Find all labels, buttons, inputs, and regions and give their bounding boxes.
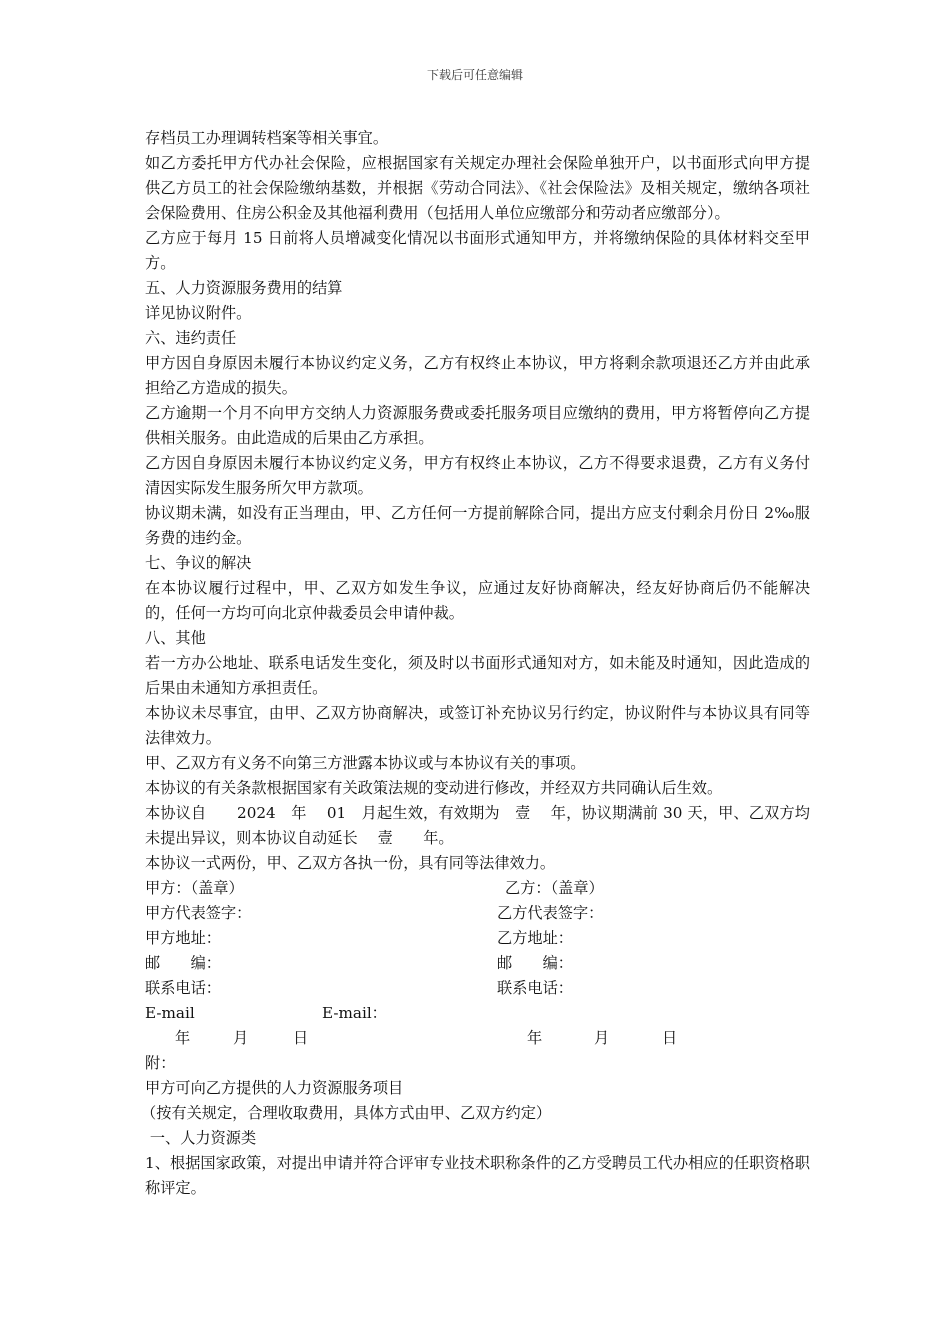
party-b-year: 年 — [527, 1029, 543, 1047]
appendix-section-heading: 一、人力资源类 — [145, 1129, 257, 1147]
signature-row-phone — [145, 976, 810, 1001]
party-b-phone: 联系电话： — [497, 979, 573, 997]
signature-row-postcode — [145, 951, 810, 976]
signature-row-date — [145, 1026, 810, 1051]
paragraph: 协议期未满，如没有正当理由，甲、乙方任何一方提前解除合同，提出方应支付剩余月份日 2‰服务费的违约金。 — [145, 504, 810, 547]
party-a-month: 月 — [233, 1029, 249, 1047]
paragraph: 乙方应于每月 15 日前将人员增减变化情况以书面形式通知甲方，并将缴纳保险的具体材料交至甲方。 — [145, 229, 810, 272]
paragraph: 本协议的有关条款根据国家有关政策法规的变动进行修改，并经双方共同确认后生效。 — [145, 779, 723, 797]
paragraph: 甲方因自身原因未履行本协议约定义务，乙方有权终止本协议，甲方将剩余款项退还乙方并由此承担给乙方造成的损失。 — [145, 354, 810, 397]
party-a-postcode: 邮 编： — [145, 954, 221, 972]
party-a-phone: 联系电话： — [145, 979, 221, 997]
paragraph: 若一方办公地址、联系电话发生变化，须及时以书面形式通知对方，如未能及时通知，因此造成的后果由未通知方承担责任。 — [145, 654, 810, 697]
paragraph: 详见协议附件。 — [145, 304, 252, 322]
appendix-note: （按有关规定，合理收取费用，具体方式由甲、乙双方约定） — [141, 1104, 552, 1122]
party-a-day: 日 — [293, 1029, 309, 1047]
paragraph: 甲、乙双方有义务不向第三方泄露本协议或与本协议有关的事项。 — [145, 754, 586, 772]
party-a-email: E-mail — [145, 1004, 195, 1022]
section-heading: 五、人力资源服务费用的结算 — [145, 279, 343, 297]
party-a-address: 甲方地址： — [145, 929, 221, 947]
paragraph: 存档员工办理调转档案等相关事宜。 — [145, 129, 388, 147]
party-b-day: 日 — [662, 1029, 678, 1047]
party-a-rep: 甲方代表签字： — [145, 904, 252, 922]
party-a-seal: 甲方：（盖章） — [145, 879, 244, 897]
appendix-label: 附： — [145, 1054, 176, 1072]
signature-row-rep — [145, 901, 810, 926]
paragraph: 本协议未尽事宜，由甲、乙双方协商解决，或签订补充协议另行约定，协议附件与本协议具有同等法律效力。 — [145, 704, 810, 747]
section-heading: 六、违约责任 — [145, 329, 237, 347]
appendix-title: 甲方可向乙方提供的人力资源服务项目 — [145, 1079, 404, 1097]
section-heading: 八、其他 — [145, 629, 206, 647]
paragraph: 本协议一式两份，甲、乙双方各执一份，具有同等法律效力。 — [145, 854, 556, 872]
party-b-rep: 乙方代表签字： — [497, 904, 604, 922]
paragraph: 乙方因自身原因未履行本协议约定义务，甲方有权终止本协议，乙方不得要求退费，乙方有义务付清因实际发生服务所欠甲方款项。 — [145, 454, 810, 497]
paragraph: 乙方逾期一个月不向甲方交纳人力资源服务费或委托服务项目应缴纳的费用，甲方将暂停向乙方提供相关服务。由此造成的后果由乙方承担。 — [145, 404, 810, 447]
party-b-address: 乙方地址： — [497, 929, 573, 947]
paragraph: 在本协议履行过程中，甲、乙双方如发生争议，应通过友好协商解决，经友好协商后仍不能解决的，任何一方均可向北京仲裁委员会申请仲裁。 — [145, 579, 810, 622]
paragraph: 如乙方委托甲方代办社会保险，应根据国家有关规定办理社会保险单独开户，以书面形式向甲方提供乙方员工的社会保险缴纳基数，并根据《劳动合同法》、《社会保险法》及相关规定，缴纳各项社会保险费用、住房公积金及其他福利费用（包括用人单位应缴部分和劳动者应缴部分）。 — [145, 154, 810, 222]
signature-row-email — [145, 1001, 810, 1026]
party-a-year: 年 — [175, 1029, 191, 1047]
document-body — [141, 126, 810, 1201]
paragraph: 本协议自 2024 年 01 月起生效，有效期为 壹 年，协议期满前 30 天，甲、乙双方均未提出异议，则本协议自动延长 壹 年。 — [145, 804, 810, 847]
signature-row-address — [145, 926, 810, 951]
party-b-month: 月 — [594, 1029, 610, 1047]
appendix-item: 1、根据国家政策，对提出申请并符合评审专业技术职称条件的乙方受聘员工代办相应的任职资格职称评定。 — [145, 1154, 810, 1197]
party-b-seal: 乙方：（盖章） — [505, 879, 604, 897]
party-b-email: E-mail： — [322, 1004, 387, 1022]
page-header-note: 下载后可任意编辑 — [426, 68, 523, 82]
section-heading: 七、争议的解决 — [145, 554, 252, 572]
party-b-postcode: 邮 编： — [497, 954, 573, 972]
signature-row-seal — [145, 876, 810, 901]
